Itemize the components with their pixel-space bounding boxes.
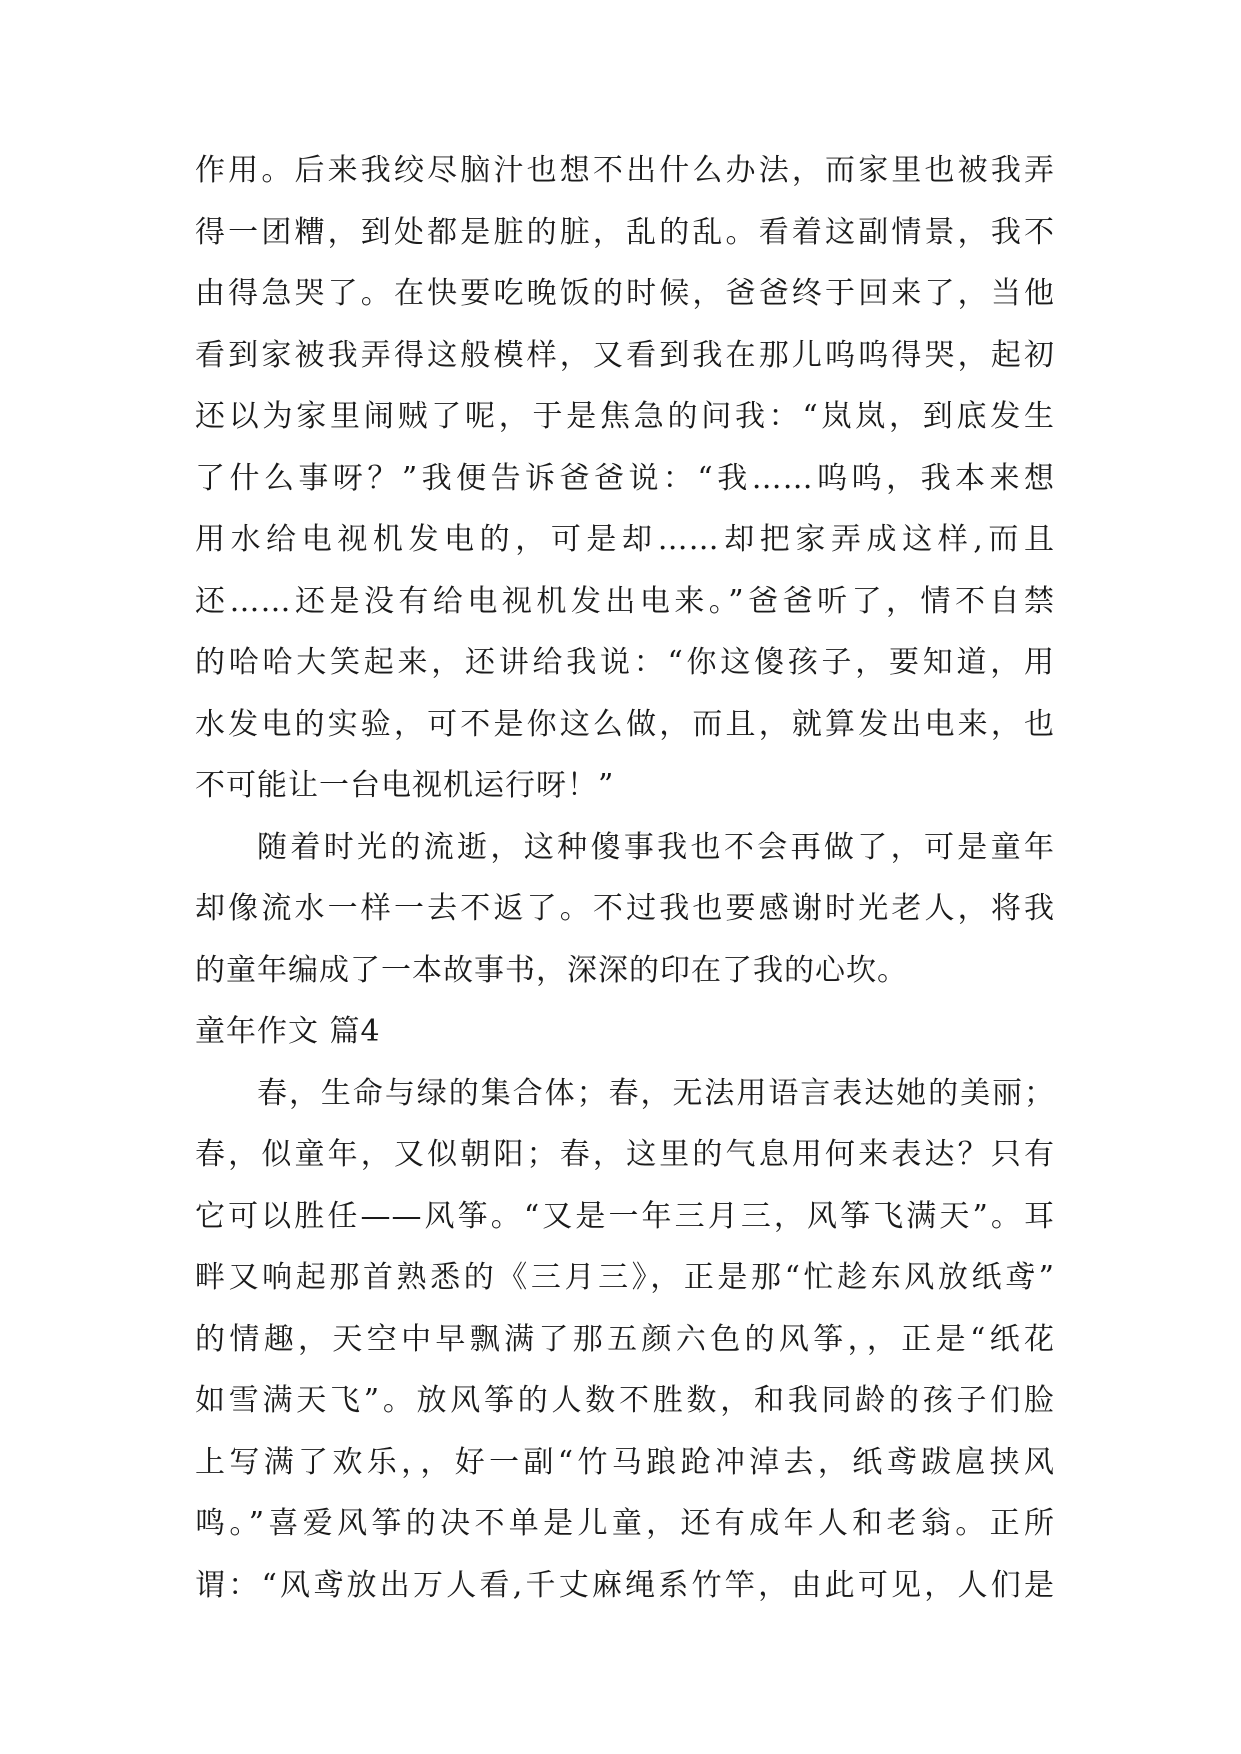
text-line: 随着时光的流逝，这种傻事我也不会再做了，可是童年: [257, 829, 1055, 865]
text-line: 的哈哈大笑起来，还讲给我说：“你这傻孩子，要知道，用: [195, 645, 1055, 680]
document-body: [195, 140, 1055, 1616]
text-line: 得一团糟，到处都是脏的脏，乱的乱。看着这副情景，我不: [195, 214, 1055, 250]
section-heading: [195, 1001, 1055, 1063]
text-line: 却像流水一样一去不返了。不过我也要感谢时光老人，将我: [195, 891, 1055, 926]
paragraph: [195, 817, 1055, 1002]
text-line: 还……还是没有给电视机发出电来。”爸爸听了，情不自禁: [195, 583, 1055, 619]
text-line: 用水给电视机发电的，可是却……却把家弄成这样,而且: [195, 522, 1055, 557]
text-line: 春，似童年，又似朝阳；春，这里的气息用何来表达？只有: [195, 1137, 1055, 1172]
text-line: 了什么事呀？”我便告诉爸爸说：“我……呜呜，我本来想: [195, 460, 1055, 496]
paragraph-continuation: [195, 140, 1055, 817]
text-line: 谓：“风鸢放出万人看,千丈麻绳系竹竿，由此可见，人们是: [195, 1567, 1055, 1603]
text-line: 畔又响起那首熟悉的《三月三》，正是那“忙趁东风放纸鸢”: [195, 1260, 1055, 1295]
text-line: 春，生命与绿的集合体；春，无法用语言表达她的美丽；: [257, 1075, 1055, 1111]
text-line: 它可以胜任——风筝。“又是一年三月三，风筝飞满天”。耳: [195, 1198, 1055, 1234]
text-line: 由得急哭了。在快要吃晚饭的时候，爸爸终于回来了，当他: [195, 276, 1055, 311]
paragraph: [195, 1063, 1055, 1617]
text-line: 水发电的实验，可不是你这么做，而且，就算发出电来，也: [195, 706, 1055, 742]
text-line: 看到家被我弄得这般模样，又看到我在那儿呜呜得哭，起初: [195, 337, 1055, 373]
text-line: 作用。后来我绞尽脑汁也想不出什么办法，而家里也被我弄: [195, 153, 1055, 188]
text-line: 如雪满天飞”。放风筝的人数不胜数，和我同龄的孩子们脸: [195, 1383, 1055, 1418]
text-line: 的情趣，天空中早飘满了那五颜六色的风筝，，正是“纸花: [195, 1321, 1055, 1357]
text-line: 不可能让一台电视机运行呀！”: [195, 768, 615, 803]
text-line: 还以为家里闹贼了呢，于是焦急的问我：“岚岚，到底发生: [195, 399, 1055, 434]
text-line: 的童年编成了一本故事书，深深的印在了我的心坎。: [195, 952, 908, 988]
text-line: 上写满了欢乐，，好一副“竹马踉跄冲淖去，纸鸢跋扈挟风: [195, 1444, 1055, 1480]
heading-text: 童年作文 篇4: [195, 1014, 381, 1049]
text-line: 鸣。”喜爱风筝的决不单是儿童，还有成年人和老翁。正所: [195, 1506, 1055, 1541]
